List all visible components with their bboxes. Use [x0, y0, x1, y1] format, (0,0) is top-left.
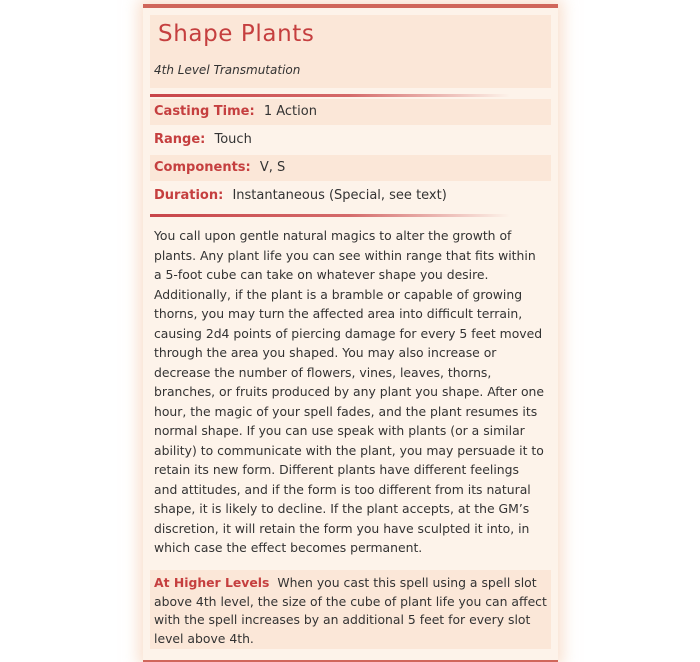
duration-label: Duration: — [154, 188, 224, 203]
property-duration — [150, 183, 551, 209]
property-casting-time — [150, 99, 551, 125]
higher-levels-label: At Higher Levels — [154, 575, 270, 590]
casting-time-value: 1 Action — [263, 104, 317, 119]
spell-level-school: 4th Level Transmutation — [154, 63, 301, 77]
duration-value: Instantaneous (Special, see text) — [232, 188, 447, 203]
components-label: Components: — [154, 160, 251, 175]
spell-header — [150, 15, 551, 88]
higher-levels-text: When you cast this spell using a spell slot above 4th level, the size of the cube of plant life you can affect with the spell increases by an additional 5 feet for every slot level above 4th. — [154, 575, 547, 646]
components-value: V, S — [259, 160, 286, 175]
property-range — [150, 127, 551, 153]
spell-description: You call upon gentle natural magics to alter the growth of plants. Any plant life you can see within range that fits within a 5-foot cube can take on whatever shape you desire. Additionally, if the plant is a bramble or capable of growing thorns, you may turn the affected area into difficult terrain, causing 2d4 points of piercing damage for every 5 feet moved through the area you shaped. You may also increase or decrease the number of flowers, vines, leaves, thorns, branches, or fruits produced by any plant you shape. After one hour, the magic of your spell fades, and the plant resumes its normal shape. If you can use speak with plants (or a similar ability) to communicate with the plant, you may persuade it to retain its new form. Different plants have different feelings and attitudes, and if the form is too different from its natural shape, it is likely to decline. If the plant accepts, at the GM’s discretion, it will retain the form you have sculpted it into, in which case the effect becomes permanent. — [154, 228, 544, 555]
spell-card — [143, 4, 558, 662]
range-label: Range: — [154, 132, 206, 147]
divider-bottom — [150, 214, 510, 217]
range-value: Touch — [214, 132, 252, 147]
divider-top — [150, 94, 510, 97]
property-components — [150, 155, 551, 181]
higher-levels-box — [150, 570, 551, 649]
spell-title: Shape Plants — [158, 21, 315, 47]
casting-time-label: Casting Time: — [154, 104, 255, 119]
